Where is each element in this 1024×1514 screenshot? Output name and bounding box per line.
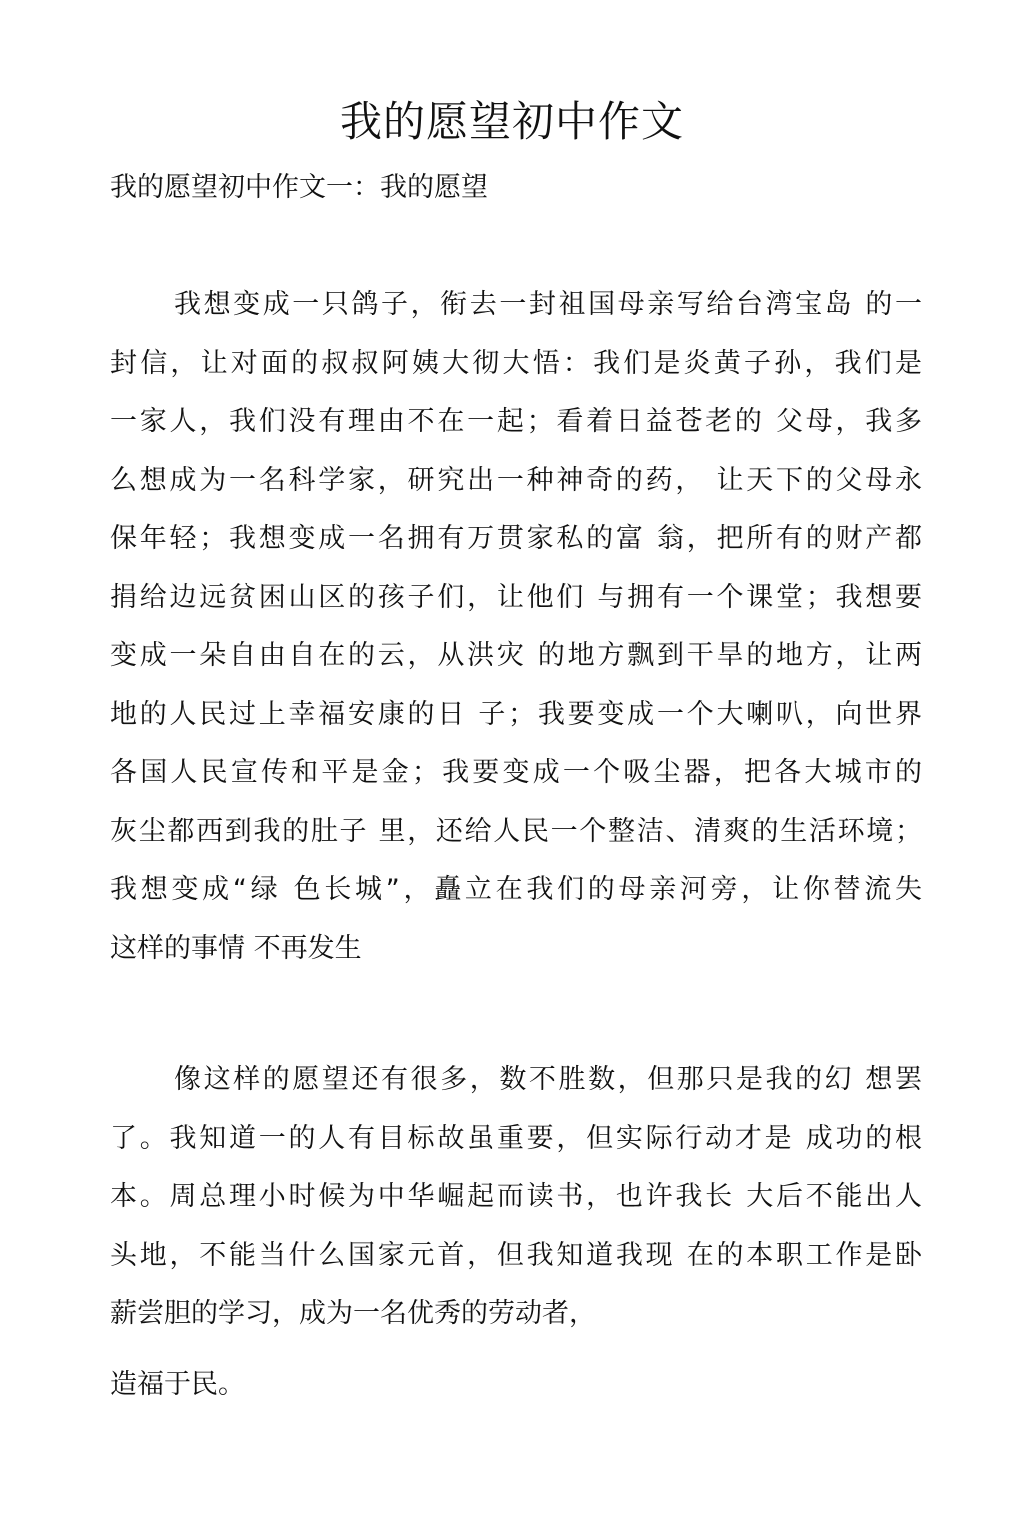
paragraph-line: 么想成为一名科学家，研究出一种神奇的药， 让天下的父母永 [110, 464, 922, 496]
paragraph-line: 地的人民过上幸福安康的日 子；我要变成一个大喇叭，向世界 [110, 698, 922, 730]
paragraph-line: 我想变成“绿 色长城”，矗立在我们的母亲河旁，让你替流失 [110, 874, 922, 905]
paragraph-line: 捐给边远贫困山区的孩子们，让他们 与拥有一个课堂；我想要 [110, 581, 922, 613]
paragraph-line: 灰尘都西到我的肚子 里，还给人民一个整洁、清爽的生活环境； [110, 815, 922, 847]
paragraph-line: 变成一朵自由自在的云，从洪灾 的地方飘到干旱的地方，让两 [110, 640, 922, 671]
paragraph-1 [110, 276, 922, 978]
paragraph-line: 像这样的愿望还有很多，数不胜数，但那只是我的幻 想罢 [174, 1064, 922, 1095]
document-title: 我的愿望初中作文 [339, 97, 684, 146]
paragraph-line: 了。我知道一的人有目标故虽重要，但实际行动才是 成功的根 [110, 1122, 922, 1154]
paragraph-line: 各国人民宣传和平是金；我要变成一个吸尘器，把各大城市的 [110, 757, 922, 788]
paragraph-line: 这样的事情 不再发生 [110, 932, 362, 964]
paragraph-2 [110, 1051, 922, 1344]
paragraph-line: 薪尝胆的学习，成为一名优秀的劳动者， [110, 1298, 596, 1329]
closing-line: 造福于民。 [110, 1369, 245, 1400]
paragraph-line: 一家人，我们没有理由不在一起；看着日益苍老的 父母，我多 [110, 406, 922, 437]
paragraph-line: 封信，让对面的叔叔阿姨大彻大悟：我们是炎黄子孙，我们是 [110, 347, 922, 379]
paragraph-line: 保年轻；我想变成一名拥有万贯家私的富 翁，把所有的财产都 [110, 523, 922, 554]
paragraph-line: 头地，不能当什么国家元首，但我知道我现 在的本职工作是卧 [110, 1239, 922, 1271]
paragraph-line: 本。周总理小时候为中华崛起而读书，也许我长 大后不能出人 [110, 1181, 922, 1212]
document-subtitle: 我的愿望初中作文一：我的愿望 [110, 172, 488, 203]
paragraph-line: 我想变成一只鸽子，衔去一封祖国母亲写给台湾宝岛 的一 [174, 289, 922, 320]
